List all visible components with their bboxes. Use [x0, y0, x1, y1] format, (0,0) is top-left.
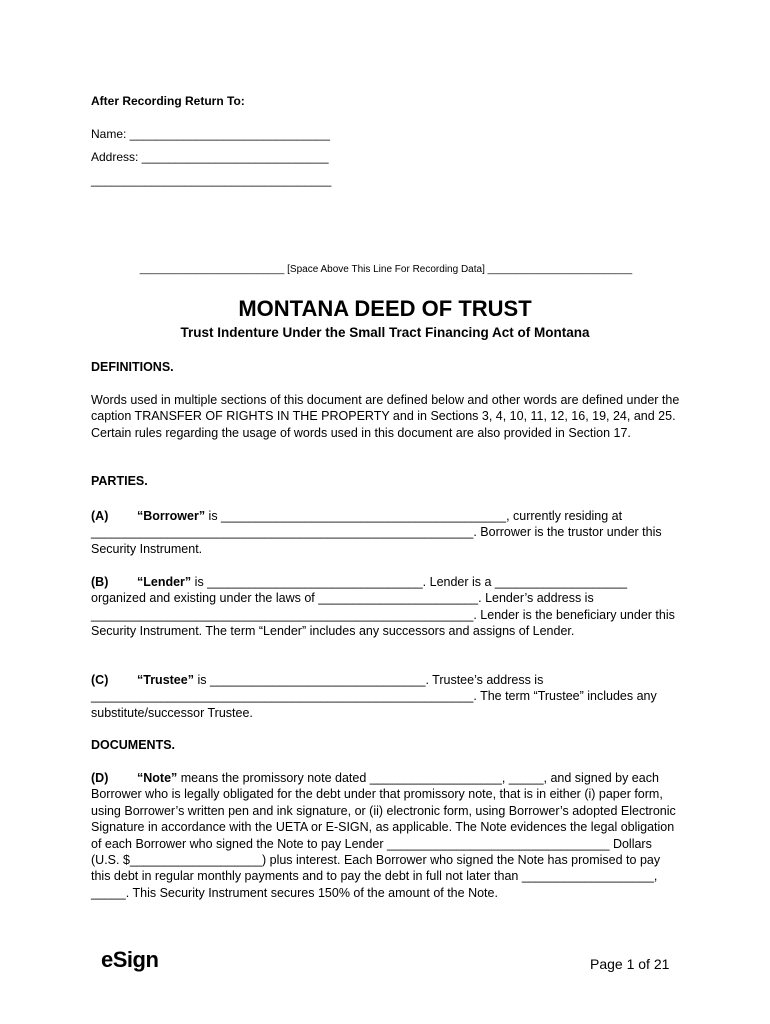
party-lender-paragraph — [91, 574, 681, 640]
esign-logo: eSign — [101, 947, 159, 972]
party-borrower-paragraph — [91, 508, 681, 557]
trustee-text: is _______________________________. Trustee’s address is _______________________________________________________. The term “Trustee” includes any substitute/successor Trustee. — [91, 673, 657, 720]
trustee-term: “Trustee” — [137, 673, 194, 687]
party-a-label: (A) — [91, 509, 109, 523]
borrower-text: is _________________________________________, currently residing at _______________________________________________________. Borrower is the trustor under this Security Instrument. — [91, 509, 662, 556]
recording-space-line: __________________________ [Space Above This Line For Recording Data] __________________________ — [139, 264, 633, 275]
return-block-title: After Recording Return To: — [91, 94, 245, 108]
return-name-line: Name: ______________________________ — [91, 127, 330, 141]
page-number: Page 1 of 21 — [590, 956, 670, 972]
return-address-line: Address: ____________________________ — [91, 150, 329, 164]
party-b-label: (B) — [91, 575, 109, 589]
note-paragraph — [91, 770, 681, 901]
doc-d-label: (D) — [91, 771, 109, 785]
definitions-heading: DEFINITIONS. — [91, 360, 174, 374]
lender-term: “Lender” — [137, 575, 192, 589]
documents-heading: DOCUMENTS. — [91, 738, 176, 752]
lender-text: is _______________________________. Lender is a ___________________ organized and existing under the laws of _______________________. Lender’s address is _______________________________________________________. Lender is the beneficiary under this Security Instrument. The term “Lender” includes any successors and assigns of Lender. — [91, 575, 675, 639]
document-title: MONTANA DEED OF TRUST — [238, 296, 532, 321]
document-subtitle: Trust Indenture Under the Small Tract Financing Act of Montana — [180, 325, 590, 340]
party-c-label: (C) — [91, 673, 109, 687]
note-text: means the promissory note dated ___________________, _____, and signed by each Borrower who is legally obligated for the debt under that promissory note, that is in either (i) paper form, using Borrower’s written pen and ink signature, or (ii) electronic form, using Borrower’s adopted Electronic Signature in accordance with the UETA or E-SIGN, as applicable. The Note evidences the legal obligation of each Borrower who signed the Note to pay Lender ________________________________ Dollars (U.S. $___________________) plus interest. Each Borrower who signed the Note has promised to pay this debt in regular monthly payments and to pay the debt in full not later than ___________________, _____. This Security Instrument secures 150% of the amount of the Note. — [91, 771, 676, 900]
parties-heading: PARTIES. — [91, 474, 148, 488]
return-address-line-2: ____________________________________ — [91, 173, 332, 187]
borrower-term: “Borrower” — [137, 509, 206, 523]
definitions-paragraph: Words used in multiple sections of this document are defined below and other words are defined under the caption TRANSFER OF RIGHTS IN THE PROPERTY and in Sections 3, 4, 10, 11, 12, 16, 19, 24, and 25. Certain rules regarding the usage of words used in this document are also provided in Section 17. — [91, 393, 680, 440]
note-term: “Note” — [137, 771, 178, 785]
party-trustee-paragraph — [91, 672, 681, 721]
